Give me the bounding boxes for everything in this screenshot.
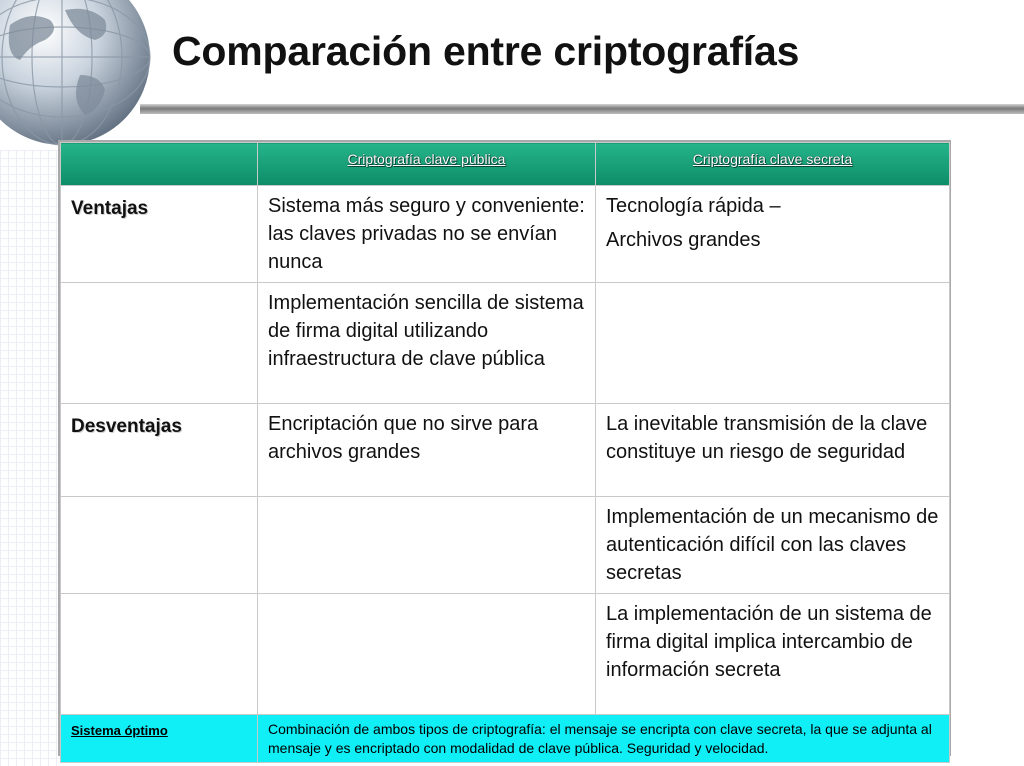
table-row — [61, 283, 950, 404]
public-cell — [258, 186, 596, 283]
secret-cell — [596, 404, 950, 497]
cell-text: La inevitable transmisión de la clave constituye un riesgo de seguridad — [606, 413, 928, 463]
header-public-key: Criptografía clave pública — [258, 143, 596, 186]
comparison-table — [58, 140, 951, 756]
title-divider — [140, 104, 1024, 114]
secret-cell — [596, 186, 950, 283]
secret-cell — [596, 283, 950, 404]
background-texture — [0, 150, 60, 766]
row-label-ventajas: Ventajas — [61, 186, 258, 283]
page-title: Comparación entre criptografías — [172, 28, 800, 74]
table-row — [61, 497, 950, 594]
row-label-desventajas: Desventajas — [61, 404, 258, 497]
cell-text: Tecnología rápida – — [606, 195, 781, 217]
optimal-system-label: Sistema óptimo — [61, 715, 258, 763]
cell-text: Implementación de un mecanismo de autenticación difícil con las claves secretas — [606, 506, 939, 584]
row-label-empty — [61, 594, 258, 715]
public-cell — [258, 497, 596, 594]
secret-cell — [596, 594, 950, 715]
cell-text: Archivos grandes — [606, 229, 761, 251]
row-label-empty — [61, 283, 258, 404]
cell-text: Encriptación que no sirve para archivos grandes — [268, 413, 539, 463]
public-cell — [258, 283, 596, 404]
public-cell — [258, 594, 596, 715]
table-header-row — [61, 143, 950, 186]
table-row — [61, 594, 950, 715]
optimal-system-text: Combinación de ambos tipos de criptografía: el mensaje se encripta con clave secreta, la que se adjunta al mensaje y es encriptado con modalidad de clave pública. Seguridad y velocidad. — [258, 715, 950, 763]
row-label-empty — [61, 497, 258, 594]
secret-cell — [596, 497, 950, 594]
table-row — [61, 404, 950, 497]
globe-icon — [0, 0, 155, 150]
cell-text: Implementación sencilla de sistema de firma digital utilizando infraestructura de clave pública — [268, 292, 584, 370]
header-empty-cell — [61, 143, 258, 186]
cell-text: Sistema más seguro y conveniente: las claves privadas no se envían nunca — [268, 195, 585, 273]
cell-text: La implementación de un sistema de firma digital implica intercambio de información secreta — [606, 603, 932, 681]
table-row — [61, 186, 950, 283]
public-cell — [258, 404, 596, 497]
optimal-system-row — [61, 715, 950, 763]
header-secret-key: Criptografía clave secreta — [596, 143, 950, 186]
